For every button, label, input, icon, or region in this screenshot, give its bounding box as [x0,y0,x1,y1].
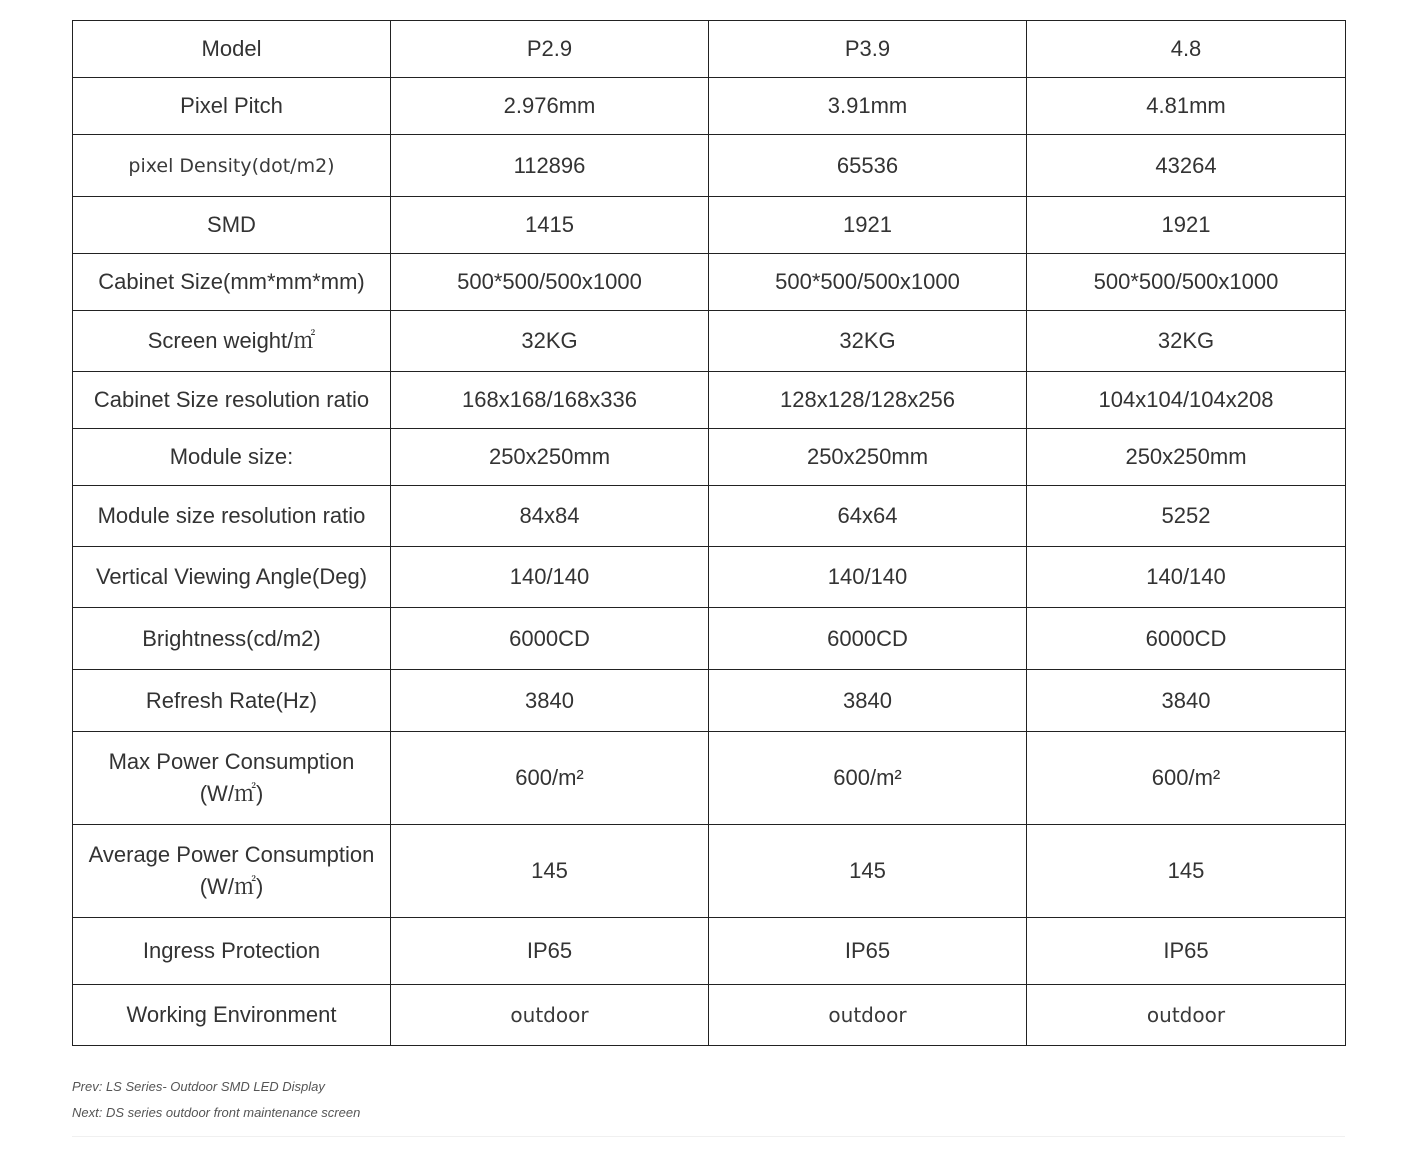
cell-value: 145 [1027,825,1346,918]
cell-value: 6000CD [1027,608,1346,670]
table-row [73,825,1346,918]
cell-value: 84x84 [391,486,709,547]
cell-value: 500*500/500x1000 [391,254,709,311]
cell-value: 1415 [391,197,709,254]
cell-value: 500*500/500x1000 [1027,254,1346,311]
cell-value: 3.91mm [709,78,1027,135]
cell-value: outdoor [1027,985,1346,1046]
row-label-line: Max Power Consumption [108,749,355,774]
cell-value: 600/m² [1027,732,1346,825]
cell-value: 145 [391,825,709,918]
cell-value: IP65 [709,918,1027,985]
cell-value: 3840 [1027,670,1346,732]
table-row [73,547,1346,608]
row-label [73,825,391,918]
cell-value: 65536 [709,135,1027,197]
cell-value: 4.81mm [1027,78,1346,135]
table-row [73,135,1346,197]
cell-value: 3840 [391,670,709,732]
row-label: Ingress Protection [73,918,391,985]
row-label: Vertical Viewing Angle(Deg) [73,547,391,608]
row-label-unit: (W/㎡) [199,781,264,806]
divider [72,1136,1345,1137]
prev-link[interactable]: Prev: LS Series- Outdoor SMD LED Display [72,1079,325,1094]
cell-value: IP65 [1027,918,1346,985]
cell-value: 4.8 [1027,21,1346,78]
cell-value: 168x168/168x336 [391,372,709,429]
cell-value: 250x250mm [709,429,1027,486]
cell-value: 6000CD [709,608,1027,670]
cell-value: 140/140 [1027,547,1346,608]
cell-value: 32KG [709,311,1027,372]
cell-value: 1921 [1027,197,1346,254]
cell-value: 250x250mm [391,429,709,486]
table-row [73,608,1346,670]
row-label: SMD [73,197,391,254]
table-row [73,311,1346,372]
row-label: Model [73,21,391,78]
row-label: Screen weight/㎡ [73,311,391,372]
cell-value: 3840 [709,670,1027,732]
cell-value: 600/m² [709,732,1027,825]
row-label-line: Average Power Consumption [88,842,375,867]
cell-value: outdoor [709,985,1027,1046]
next-link[interactable]: Next: DS series outdoor front maintenance screen [72,1105,361,1120]
table-row [73,486,1346,547]
cell-value: 43264 [1027,135,1346,197]
cell-value: 600/m² [391,732,709,825]
cell-value: outdoor [391,985,709,1046]
table-row [73,254,1346,311]
table-row [73,670,1346,732]
cell-value: 64x64 [709,486,1027,547]
spec-table [72,20,1346,1046]
row-label: pixel Density(dot/m2) [73,135,391,197]
row-label: Refresh Rate(Hz) [73,670,391,732]
table-row [73,78,1346,135]
table-row [73,372,1346,429]
post-navigation [72,1074,360,1126]
table-row [73,918,1346,985]
row-label: Working Environment [73,985,391,1046]
cell-value: 32KG [391,311,709,372]
row-label: Module size: [73,429,391,486]
cell-value: 145 [709,825,1027,918]
cell-value: 128x128/128x256 [709,372,1027,429]
row-label [73,732,391,825]
cell-value: 1921 [709,197,1027,254]
cell-value: 250x250mm [1027,429,1346,486]
cell-value: 140/140 [391,547,709,608]
row-label: Module size resolution ratio [73,486,391,547]
table-row [73,985,1346,1046]
cell-value: 140/140 [709,547,1027,608]
table-row [73,197,1346,254]
cell-value: 5252 [1027,486,1346,547]
row-label: Brightness(cd/m2) [73,608,391,670]
cell-value: 32KG [1027,311,1346,372]
cell-value: IP65 [391,918,709,985]
row-label: Pixel Pitch [73,78,391,135]
table-row [73,21,1346,78]
cell-value: 112896 [391,135,709,197]
cell-value: 6000CD [391,608,709,670]
row-label: Cabinet Size(mm*mm*mm) [73,254,391,311]
cell-value: 500*500/500x1000 [709,254,1027,311]
cell-value: P3.9 [709,21,1027,78]
cell-value: P2.9 [391,21,709,78]
cell-value: 2.976mm [391,78,709,135]
table-row [73,429,1346,486]
row-label-unit: (W/㎡) [199,874,264,899]
row-label: Cabinet Size resolution ratio [73,372,391,429]
table-row [73,732,1346,825]
cell-value: 104x104/104x208 [1027,372,1346,429]
